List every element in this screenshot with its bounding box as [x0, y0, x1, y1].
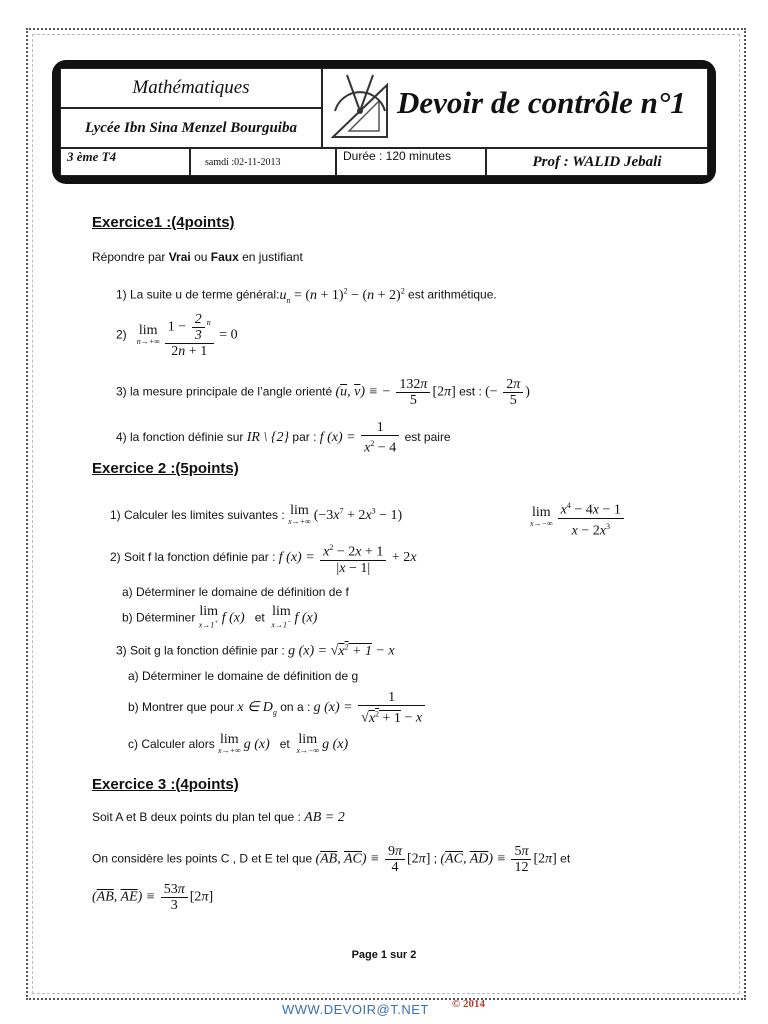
exercise3-line1: Soit A et B deux points du plan tel que : AB = 2: [92, 810, 345, 825]
exercise3-line2: On considère les points C , D et E tel que ($\overline{AB}$, $\overline{AC}$) ≡ $\frac{9\pi}{4}$ [2π] ; ($\overline{AC}$, $\overline{AD}$) ≡ $\frac{5\pi}{12}$ [2π] et: [92, 844, 571, 875]
exercise1-question4: 4) la fonction définie sur IR \ {2} par : f (x) = $\frac{1}{x^2 - 4}$ est paire: [116, 420, 451, 456]
exercise1-title: Exercice1 :(4points): [92, 214, 235, 231]
exercise2-limit2: lim x→−∞ $\frac{x^4 - 4x - 1}{x - 2x^3}$: [530, 498, 626, 538]
exercise2-question3a: a) Déterminer le domaine de définition de g: [128, 669, 359, 683]
exercise3-title: Exercice 3 :(4points): [92, 776, 239, 793]
exercise1-question1: 1) La suite u de terme $général:u_n = (n + 1)^2 - (n + 2)^2$ est arithmétique.: [116, 286, 497, 305]
exercise2-question2a: a) Déterminer le domaine de définition de f: [122, 585, 349, 599]
school-name: Lycée Ibn Sina Menzel Bourguiba: [60, 108, 322, 148]
exam-duration: Durée : 120 minutes: [336, 148, 486, 176]
page-number: Page 1 sur 2: [351, 949, 417, 961]
geometry-tools-icon: [327, 71, 393, 141]
exercise2-question2b: b) Déterminer lim x→1+ f (x) et lim x→1− f (x): [122, 604, 318, 630]
exercise1-question3: 3) la mesure principale de l’angle orienté ($\overline{u}$, $\overline{v}$) ≡ − $\frac{132\pi}{5}$ [2π] est : (− $\frac{2\pi}{5}$ ): [116, 377, 530, 408]
website-link[interactable]: WWW.DEVOIR@T.NET: [282, 1002, 429, 1017]
title-cell: [322, 68, 708, 148]
exercise2-question3b: b) Montrer que pour x ∈ $D_g$ on a : g (x) = $\frac{1}{√x^2 + 1 - x}$: [128, 690, 427, 726]
exercise2-question3c: c) Calculer alors lim x→+∞ g (x) et lim x→−∞ g (x): [128, 732, 349, 755]
class-label: 3 ème T4: [60, 148, 190, 176]
exam-date: samdi :02-11-2013: [190, 148, 336, 176]
exercise1-question2: 2) lim n→+∞ 1 − $\frac{2}{3}$ $^n$ 2n + 1 = 0: [116, 312, 238, 359]
exercise3-line3: ($\overline{AB}$, $\overline{AE}$) ≡ $\frac{53\pi}{3}$ [2π]: [92, 882, 214, 913]
exercise2-question2: 2) Soit f la fonction définie par : f (x) = $\frac{x^2 - 2x + 1}{|x - 1|}$ + 2x: [110, 540, 417, 576]
teacher-name: Prof : WALID Jebali: [486, 148, 708, 176]
exercise2-question1: 1) Calculer les limites suivantes : lim x→+∞ $(-3x^7 + 2x^3 - 1)$: [110, 503, 403, 526]
exercise1-intro: Répondre par Vrai ou Faux en justifiant: [92, 250, 303, 264]
exercise2-title: Exercice 2 :(5points): [92, 460, 239, 477]
copyright-notice: © 2014: [452, 998, 485, 1010]
header-banner: [52, 60, 716, 184]
subject-title: Mathématiques: [60, 68, 322, 108]
document-title: Devoir de contrôle n°1: [397, 85, 686, 120]
exercise2-question3: 3) Soit g la fonction définie par : g $(x) = √x^2 + 1 - x$: [116, 642, 395, 659]
